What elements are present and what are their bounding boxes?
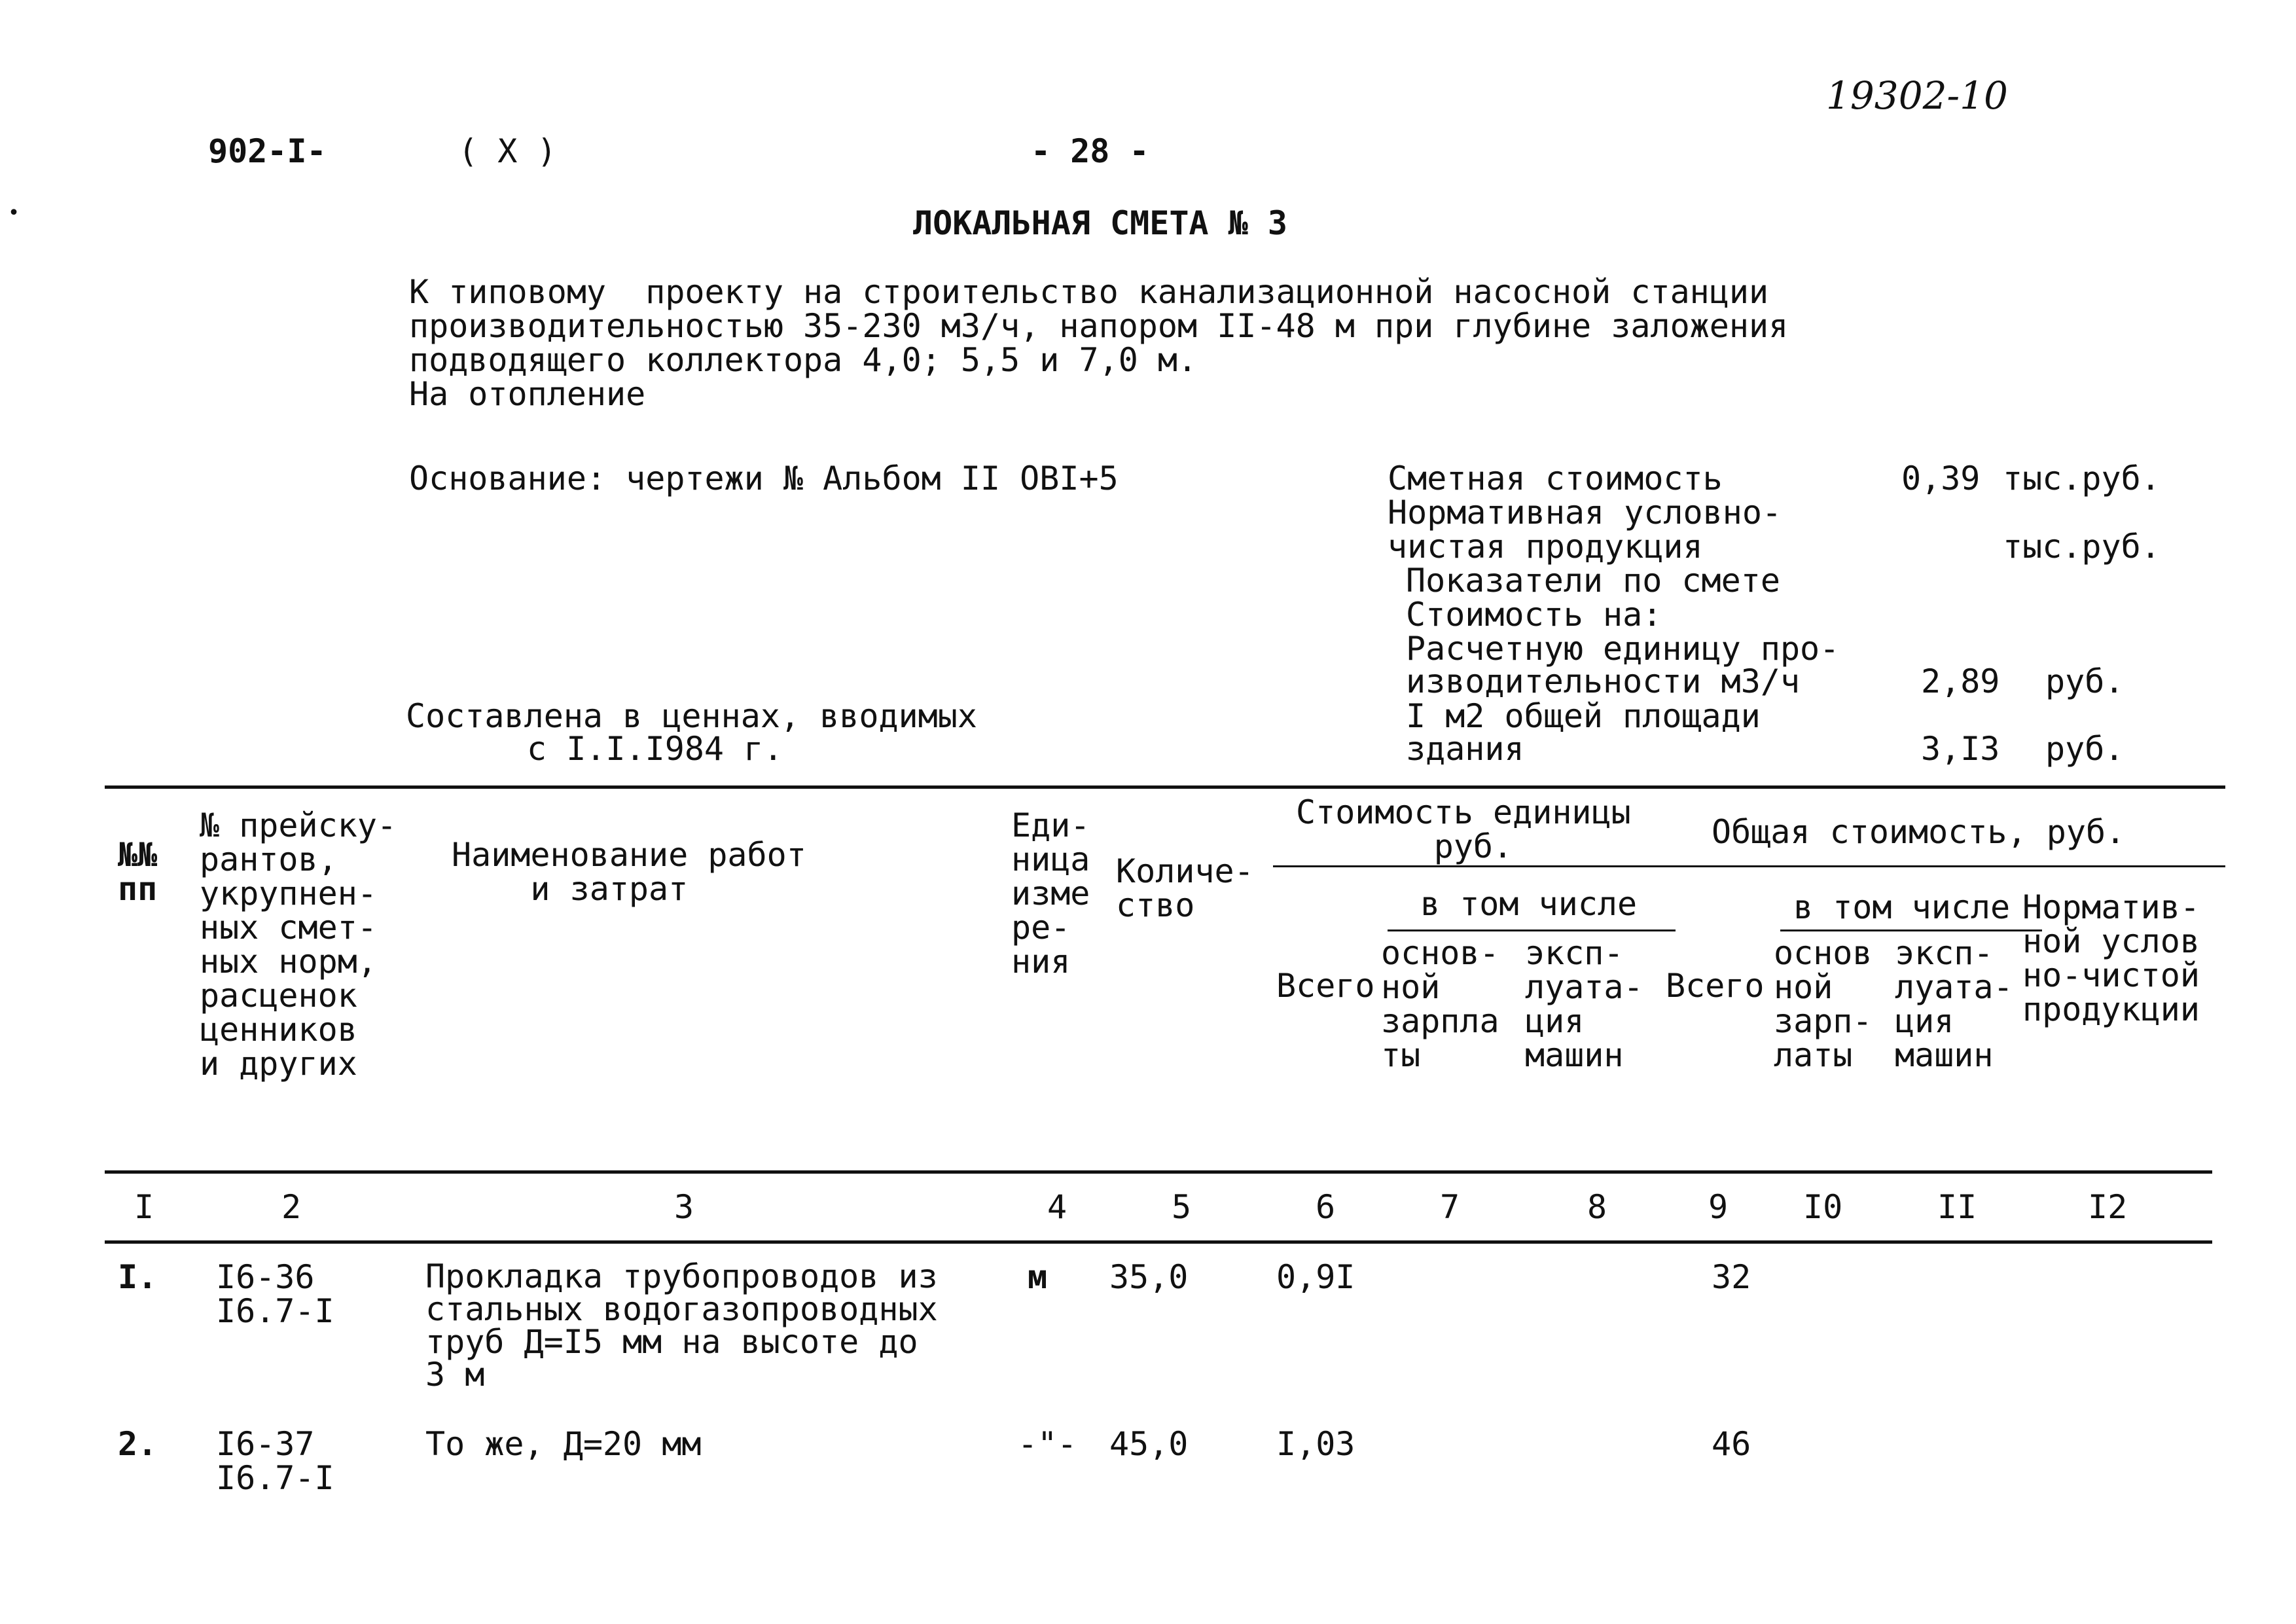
column-number-9: 9 xyxy=(1708,1188,1729,1226)
column-number-8: 8 xyxy=(1587,1188,1607,1226)
header-total-total: Всего xyxy=(1666,967,1765,1005)
header-total-wage: основ ной зарп- латы xyxy=(1774,934,1873,1074)
header-total-cost: Общая стоимость, руб. xyxy=(1712,813,2126,851)
row-2-number: 2. xyxy=(118,1425,158,1463)
column-numbers-rule xyxy=(105,1240,2212,1244)
normative-label-1: Нормативная условно- xyxy=(1388,494,1782,532)
header-total-incl: в том числе xyxy=(1793,888,2011,926)
subject-line-4: На отопление xyxy=(409,375,646,413)
area-value: 3,I3 xyxy=(1921,730,2000,768)
column-number-10: I0 xyxy=(1803,1188,1843,1226)
header-normative: Норматив- ной услов но-чистой продукции xyxy=(2022,888,2200,1028)
subject-line-1: К типовому проекту на строительство канализационной насосной станции xyxy=(409,273,1769,311)
header-col-quantity: Количе- ство xyxy=(1116,852,1254,924)
row-1-total: 32 xyxy=(1712,1258,1751,1296)
header-unit-machines: эксп- луата- ция машин xyxy=(1525,934,1643,1074)
subject-line-2: производительностью 35-230 м3/ч, напором II-48 м при глубине заложения xyxy=(409,307,1789,345)
row-1-unit: м xyxy=(1028,1258,1048,1296)
row-2-unit-total: I,03 xyxy=(1276,1425,1355,1463)
indicators-label: Показатели по смете xyxy=(1406,562,1780,600)
basis: Основание: чертежи № Альбом II OBI+5 xyxy=(409,460,1119,497)
column-number-2: 2 xyxy=(281,1188,302,1226)
area-unit: руб. xyxy=(2045,730,2125,768)
table-top-rule xyxy=(105,785,2225,789)
header-bottom-rule xyxy=(105,1170,2212,1174)
column-number-11: II xyxy=(1937,1188,1977,1226)
row-2-unit: -"- xyxy=(1018,1425,1077,1463)
row-2-code: I6-37 I6.7-I xyxy=(216,1425,334,1497)
page-title: ЛОКАЛЬНАЯ СМЕТА № 3 xyxy=(913,204,1287,242)
page-number: - 28 - xyxy=(1031,132,1149,170)
header-col-code: № прейску- рантов, укрупнен- ных смет- ных норм, расценок ценников и других xyxy=(200,806,397,1083)
normative-label-2: чистая продукция xyxy=(1388,528,1703,566)
header-col-number: №№ пп xyxy=(118,836,158,908)
inventory-number: 19302-10 xyxy=(1826,73,2008,118)
header-col-name: Наименование работ и затрат xyxy=(452,836,806,908)
margin-dot: • xyxy=(8,202,20,225)
subject-line-3: подводящего коллектора 4,0; 5,5 и 7,0 м. xyxy=(409,341,1198,379)
unit-calc-value: 2,89 xyxy=(1921,662,2000,700)
header-unit-wage: основ- ной зарпла ты xyxy=(1381,934,1499,1074)
estimated-cost-value: 0,39 xyxy=(1901,460,1981,497)
column-number-3: 3 xyxy=(674,1188,694,1226)
column-number-6: 6 xyxy=(1316,1188,1336,1226)
unit-calc-label-1: Расчетную единицу про- xyxy=(1406,630,1840,668)
column-number-5: 5 xyxy=(1172,1188,1192,1226)
header-unit-cost: Стоимость единицы руб. xyxy=(1296,793,1631,865)
header-unit-total: Всего xyxy=(1276,967,1375,1005)
row-1-quantity: 35,0 xyxy=(1109,1258,1189,1296)
total-incl-rule xyxy=(1780,929,2042,931)
column-number-12: I2 xyxy=(2088,1188,2128,1226)
header-unit-incl: в том числе xyxy=(1420,885,1638,923)
row-2-quantity: 45,0 xyxy=(1109,1425,1189,1463)
row-2-total: 46 xyxy=(1712,1425,1751,1463)
row-1-name: Прокладка трубопроводов из стальных водогазопроводных труб Д=I5 мм на высоте до 3 м xyxy=(425,1257,938,1394)
estimated-cost-unit: тыс.руб. xyxy=(2003,460,2161,497)
normative-unit: тыс.руб. xyxy=(2003,528,2161,566)
column-number-4: 4 xyxy=(1047,1188,1067,1226)
prices-note-1: Составлена в ценнах, вводимых xyxy=(406,697,977,735)
column-number-1: I xyxy=(134,1188,154,1226)
prices-note-2: с I.I.I984 г. xyxy=(527,730,783,768)
series-number: 902-I- xyxy=(208,132,327,170)
estimated-cost-label: Сметная стоимость xyxy=(1388,460,1723,497)
volume-number: ( Х ) xyxy=(458,132,557,170)
header-total-machines: эксп- луата- ция машин xyxy=(1895,934,2013,1074)
cost-subheader-rule xyxy=(1273,865,2225,867)
row-1-unit-total: 0,9I xyxy=(1276,1258,1355,1296)
unit-incl-rule xyxy=(1388,929,1676,931)
unit-calc-label-2: изводительности м3/ч xyxy=(1406,662,1801,700)
area-label-2: здания xyxy=(1406,730,1524,768)
row-1-code: I6-36 I6.7-I xyxy=(216,1258,334,1330)
column-number-7: 7 xyxy=(1440,1188,1460,1226)
cost-for-label: Стоимость на: xyxy=(1406,596,1662,634)
unit-calc-unit: руб. xyxy=(2045,662,2125,700)
area-label-1: I м2 общей площади xyxy=(1406,697,1761,735)
row-2-name: То же, Д=20 мм xyxy=(425,1425,702,1463)
row-1-number: I. xyxy=(118,1258,158,1296)
header-col-unit: Еди- ница изме ре- ния xyxy=(1011,806,1090,981)
